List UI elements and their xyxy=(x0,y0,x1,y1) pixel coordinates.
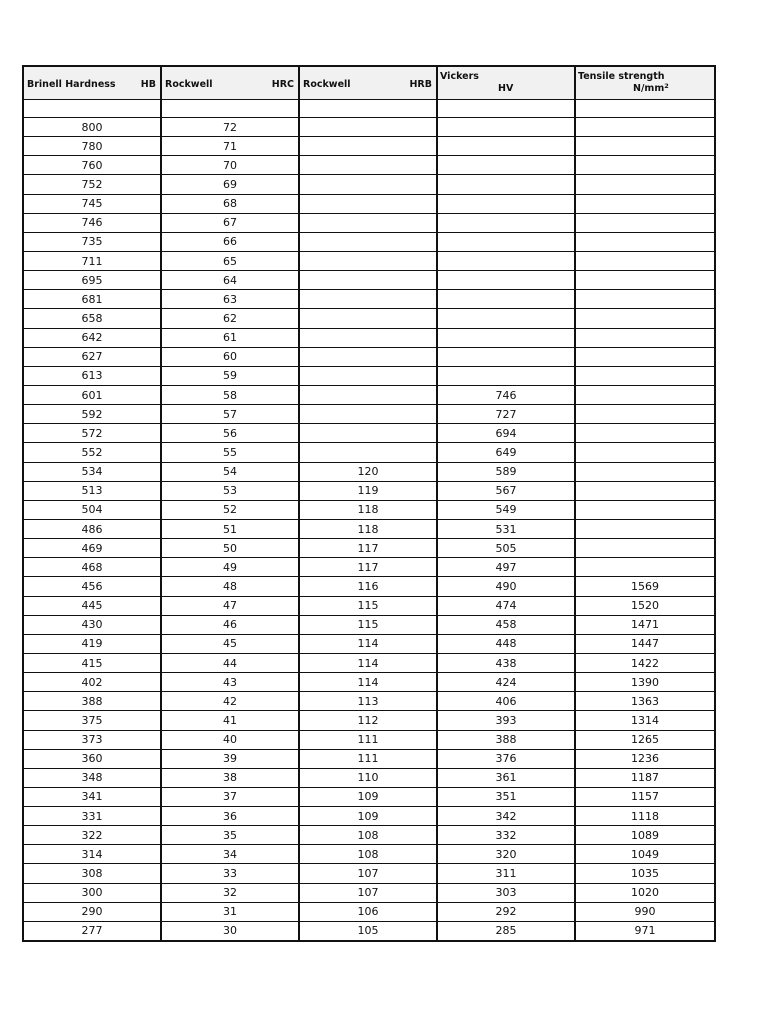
table-cell: 116 xyxy=(299,577,437,596)
table-row xyxy=(23,443,715,462)
table-cell: 658 xyxy=(23,309,161,328)
table-cell xyxy=(437,271,575,290)
table-cell: 40 xyxy=(161,730,299,749)
table-cell: 552 xyxy=(23,443,161,462)
table-cell: 57 xyxy=(161,405,299,424)
table-cell: 589 xyxy=(437,462,575,481)
table-row xyxy=(23,156,715,175)
table-cell: 388 xyxy=(437,730,575,749)
table-cell: 51 xyxy=(161,519,299,538)
table-cell: 601 xyxy=(23,385,161,404)
table-row xyxy=(23,673,715,692)
table-cell xyxy=(437,100,575,118)
table-cell: 681 xyxy=(23,290,161,309)
table-cell xyxy=(575,137,715,156)
table-cell: 1035 xyxy=(575,864,715,883)
table-cell: 34 xyxy=(161,845,299,864)
table-cell: 360 xyxy=(23,749,161,768)
table-cell: 474 xyxy=(437,596,575,615)
table-cell xyxy=(575,424,715,443)
table-cell xyxy=(575,232,715,251)
table-row xyxy=(23,577,715,596)
table-cell: 109 xyxy=(299,807,437,826)
header-unit: $N/mm^2$ xyxy=(633,82,669,94)
table-cell xyxy=(575,100,715,118)
table-row xyxy=(23,845,715,864)
table-row xyxy=(23,539,715,558)
table-row xyxy=(23,366,715,385)
table-cell xyxy=(437,118,575,137)
table-cell xyxy=(575,194,715,213)
table-cell xyxy=(575,405,715,424)
table-row xyxy=(23,271,715,290)
table-cell: 592 xyxy=(23,405,161,424)
table-cell: 458 xyxy=(437,615,575,634)
table-row xyxy=(23,328,715,347)
table-cell: 332 xyxy=(437,826,575,845)
table-cell: 456 xyxy=(23,577,161,596)
table-cell xyxy=(299,405,437,424)
header-tensile-strength xyxy=(575,66,715,100)
table-cell: 39 xyxy=(161,749,299,768)
table-cell xyxy=(437,251,575,270)
header-label: Vickers xyxy=(440,71,479,82)
table-cell: 373 xyxy=(23,730,161,749)
table-cell: 56 xyxy=(161,424,299,443)
table-cell: 424 xyxy=(437,673,575,692)
table-cell xyxy=(437,137,575,156)
table-cell: 117 xyxy=(299,558,437,577)
table-row xyxy=(23,787,715,806)
table-row xyxy=(23,634,715,653)
table-cell xyxy=(299,156,437,175)
table-cell: 513 xyxy=(23,481,161,500)
table-row xyxy=(23,711,715,730)
table-cell: 41 xyxy=(161,711,299,730)
table-cell: 114 xyxy=(299,673,437,692)
table-row xyxy=(23,500,715,519)
header-unit: HRB xyxy=(409,79,432,90)
header-rockwell-hrc xyxy=(161,66,299,100)
table-cell xyxy=(575,539,715,558)
table-cell: 613 xyxy=(23,366,161,385)
unit-superscript: 2 xyxy=(664,82,669,90)
table-cell xyxy=(437,232,575,251)
table-cell: 62 xyxy=(161,309,299,328)
table-cell: 505 xyxy=(437,539,575,558)
table-cell: 111 xyxy=(299,749,437,768)
table-cell: 735 xyxy=(23,232,161,251)
table-row xyxy=(23,615,715,634)
table-cell: 504 xyxy=(23,500,161,519)
table-cell: 1314 xyxy=(575,711,715,730)
table-cell: 67 xyxy=(161,213,299,232)
table-cell: 448 xyxy=(437,634,575,653)
table-cell: 106 xyxy=(299,902,437,921)
table-row xyxy=(23,481,715,500)
table-cell: 1471 xyxy=(575,615,715,634)
table-row xyxy=(23,194,715,213)
table-cell xyxy=(437,347,575,366)
table-cell: 752 xyxy=(23,175,161,194)
table-row xyxy=(23,175,715,194)
table-cell: 290 xyxy=(23,902,161,921)
table-cell: 33 xyxy=(161,864,299,883)
table-cell xyxy=(575,558,715,577)
table-row xyxy=(23,232,715,251)
table-cell xyxy=(437,156,575,175)
table-row xyxy=(23,385,715,404)
table-cell: 351 xyxy=(437,787,575,806)
header-rockwell-hrb xyxy=(299,66,437,100)
table-cell: 1569 xyxy=(575,577,715,596)
table-cell: 44 xyxy=(161,653,299,672)
table-cell: 314 xyxy=(23,845,161,864)
table-cell: 32 xyxy=(161,883,299,902)
table-row xyxy=(23,558,715,577)
table-cell: 694 xyxy=(437,424,575,443)
table-cell: 1236 xyxy=(575,749,715,768)
table-cell xyxy=(299,385,437,404)
header-label: Rockwell xyxy=(303,79,351,90)
table-cell: 30 xyxy=(161,921,299,941)
table-cell xyxy=(437,290,575,309)
table-cell xyxy=(299,290,437,309)
table-cell: 342 xyxy=(437,807,575,826)
table-cell xyxy=(575,309,715,328)
table-cell: 361 xyxy=(437,768,575,787)
header-unit: HV xyxy=(498,83,514,94)
table-row xyxy=(23,347,715,366)
table-cell: 120 xyxy=(299,462,437,481)
table-cell xyxy=(575,366,715,385)
table-cell xyxy=(299,347,437,366)
table-cell xyxy=(299,232,437,251)
table-cell: 60 xyxy=(161,347,299,366)
table-cell: 567 xyxy=(437,481,575,500)
table-cell: 549 xyxy=(437,500,575,519)
table-cell xyxy=(575,175,715,194)
table-cell: 745 xyxy=(23,194,161,213)
table-cell xyxy=(437,194,575,213)
table-cell: 1520 xyxy=(575,596,715,615)
table-cell: 303 xyxy=(437,883,575,902)
table-cell xyxy=(575,519,715,538)
table-cell: 117 xyxy=(299,539,437,558)
table-cell: 1118 xyxy=(575,807,715,826)
table-row xyxy=(23,807,715,826)
table-cell: 1187 xyxy=(575,768,715,787)
table-cell: 971 xyxy=(575,921,715,941)
table-cell: 63 xyxy=(161,290,299,309)
table-row xyxy=(23,424,715,443)
table-cell: 107 xyxy=(299,883,437,902)
table-cell: 376 xyxy=(437,749,575,768)
table-cell: 47 xyxy=(161,596,299,615)
table-cell: 695 xyxy=(23,271,161,290)
table-cell: 415 xyxy=(23,653,161,672)
table-cell: 66 xyxy=(161,232,299,251)
table-row xyxy=(23,290,715,309)
table-cell xyxy=(575,481,715,500)
table-cell xyxy=(575,271,715,290)
table-row xyxy=(23,921,715,941)
table-cell: 46 xyxy=(161,615,299,634)
table-cell xyxy=(575,156,715,175)
table-cell xyxy=(437,309,575,328)
table-cell: 105 xyxy=(299,921,437,941)
table-cell: 375 xyxy=(23,711,161,730)
table-cell: 113 xyxy=(299,692,437,711)
table-cell: 341 xyxy=(23,787,161,806)
table-row xyxy=(23,768,715,787)
table-row xyxy=(23,902,715,921)
table-cell: 61 xyxy=(161,328,299,347)
table-cell: 292 xyxy=(437,902,575,921)
table-cell: 1447 xyxy=(575,634,715,653)
table-cell: 1363 xyxy=(575,692,715,711)
table-cell: 119 xyxy=(299,481,437,500)
table-cell: 65 xyxy=(161,251,299,270)
table-cell: 445 xyxy=(23,596,161,615)
table-cell xyxy=(299,424,437,443)
table-cell: 627 xyxy=(23,347,161,366)
table-cell xyxy=(575,213,715,232)
table-cell xyxy=(299,328,437,347)
table-cell: 331 xyxy=(23,807,161,826)
table-cell: 70 xyxy=(161,156,299,175)
table-cell: 1089 xyxy=(575,826,715,845)
table-cell: 800 xyxy=(23,118,161,137)
table-cell: 760 xyxy=(23,156,161,175)
table-cell: 53 xyxy=(161,481,299,500)
table-cell xyxy=(575,385,715,404)
table-cell: 50 xyxy=(161,539,299,558)
table-cell: 42 xyxy=(161,692,299,711)
table-cell: 746 xyxy=(437,385,575,404)
table-row xyxy=(23,749,715,768)
table-cell: 531 xyxy=(437,519,575,538)
table-cell: 438 xyxy=(437,653,575,672)
table-cell: 572 xyxy=(23,424,161,443)
table-cell: 406 xyxy=(437,692,575,711)
header-unit: HRC xyxy=(271,79,294,90)
table-cell: 43 xyxy=(161,673,299,692)
table-cell: 642 xyxy=(23,328,161,347)
table-cell xyxy=(437,328,575,347)
table-row xyxy=(23,519,715,538)
table-cell xyxy=(437,366,575,385)
table-cell: 55 xyxy=(161,443,299,462)
table-cell: 746 xyxy=(23,213,161,232)
table-row xyxy=(23,251,715,270)
table-cell: 727 xyxy=(437,405,575,424)
table-cell: 990 xyxy=(575,902,715,921)
table-cell xyxy=(575,443,715,462)
table-cell: 393 xyxy=(437,711,575,730)
table-cell: 64 xyxy=(161,271,299,290)
header-brinell xyxy=(23,66,161,100)
table-cell: 68 xyxy=(161,194,299,213)
table-cell: 490 xyxy=(437,577,575,596)
table-cell: 419 xyxy=(23,634,161,653)
table-cell: 36 xyxy=(161,807,299,826)
table-cell: 649 xyxy=(437,443,575,462)
table-cell xyxy=(299,175,437,194)
table-cell: 1049 xyxy=(575,845,715,864)
table-cell: 109 xyxy=(299,787,437,806)
table-cell: 37 xyxy=(161,787,299,806)
table-cell: 107 xyxy=(299,864,437,883)
header-row xyxy=(23,66,715,100)
table-cell: 58 xyxy=(161,385,299,404)
table-cell xyxy=(299,137,437,156)
table-cell: 1157 xyxy=(575,787,715,806)
table-row xyxy=(23,137,715,156)
table-cell: 114 xyxy=(299,634,437,653)
table-cell: 430 xyxy=(23,615,161,634)
table-cell xyxy=(23,100,161,118)
table-cell: 71 xyxy=(161,137,299,156)
table-cell xyxy=(575,328,715,347)
table-cell: 38 xyxy=(161,768,299,787)
table-cell xyxy=(299,251,437,270)
table-cell: 59 xyxy=(161,366,299,385)
table-cell: 1390 xyxy=(575,673,715,692)
header-unit: HB xyxy=(140,79,156,90)
table-cell: 486 xyxy=(23,519,161,538)
table-cell: 118 xyxy=(299,500,437,519)
table-cell: 118 xyxy=(299,519,437,538)
table-cell xyxy=(299,100,437,118)
table-row xyxy=(23,405,715,424)
table-cell: 108 xyxy=(299,845,437,864)
table-row xyxy=(23,596,715,615)
table-row xyxy=(23,826,715,845)
table-cell xyxy=(437,175,575,194)
header-label: Tensile strength xyxy=(578,71,665,82)
table-cell: 49 xyxy=(161,558,299,577)
table-cell: 402 xyxy=(23,673,161,692)
table-row xyxy=(23,883,715,902)
table-cell: 1265 xyxy=(575,730,715,749)
spacer-row xyxy=(23,100,715,118)
table-cell xyxy=(575,118,715,137)
table-cell: 497 xyxy=(437,558,575,577)
table-row xyxy=(23,309,715,328)
table-cell xyxy=(575,347,715,366)
table-cell: 115 xyxy=(299,615,437,634)
table-cell: 300 xyxy=(23,883,161,902)
table-cell: 780 xyxy=(23,137,161,156)
table-cell: 468 xyxy=(23,558,161,577)
table-cell xyxy=(299,366,437,385)
table-cell: 320 xyxy=(437,845,575,864)
table-cell: 52 xyxy=(161,500,299,519)
table-cell: 322 xyxy=(23,826,161,845)
table-cell: 1020 xyxy=(575,883,715,902)
table-cell: 115 xyxy=(299,596,437,615)
table-cell: 48 xyxy=(161,577,299,596)
table-cell: 469 xyxy=(23,539,161,558)
table-row xyxy=(23,653,715,672)
table-cell: 45 xyxy=(161,634,299,653)
table-cell xyxy=(575,462,715,481)
table-cell: 388 xyxy=(23,692,161,711)
table-cell: 534 xyxy=(23,462,161,481)
table-cell: 112 xyxy=(299,711,437,730)
table-cell: 35 xyxy=(161,826,299,845)
table-cell: 110 xyxy=(299,768,437,787)
table-row xyxy=(23,692,715,711)
table-cell: 114 xyxy=(299,653,437,672)
header-vickers xyxy=(437,66,575,100)
table-cell: 111 xyxy=(299,730,437,749)
table-cell xyxy=(299,194,437,213)
table-cell xyxy=(299,213,437,232)
table-cell: 711 xyxy=(23,251,161,270)
table-row xyxy=(23,730,715,749)
table-row xyxy=(23,864,715,883)
table-cell: 1422 xyxy=(575,653,715,672)
table-cell xyxy=(575,500,715,519)
table-cell: 31 xyxy=(161,902,299,921)
table-cell: 108 xyxy=(299,826,437,845)
header-label: Rockwell xyxy=(165,79,213,90)
table-cell xyxy=(299,118,437,137)
table-cell: 277 xyxy=(23,921,161,941)
table-cell xyxy=(575,251,715,270)
table-cell: 69 xyxy=(161,175,299,194)
table-row xyxy=(23,213,715,232)
table-row xyxy=(23,462,715,481)
table-row xyxy=(23,118,715,137)
table-cell: 285 xyxy=(437,921,575,941)
table-cell xyxy=(299,271,437,290)
table-cell xyxy=(161,100,299,118)
table-cell xyxy=(299,309,437,328)
table-cell xyxy=(437,213,575,232)
hardness-conversion-table xyxy=(22,65,716,942)
table-cell xyxy=(299,443,437,462)
table-cell xyxy=(575,290,715,309)
table-cell: 72 xyxy=(161,118,299,137)
table-cell: 311 xyxy=(437,864,575,883)
table-cell: 308 xyxy=(23,864,161,883)
header-label: Brinell Hardness xyxy=(27,79,116,90)
table-cell: 348 xyxy=(23,768,161,787)
table-cell: 54 xyxy=(161,462,299,481)
